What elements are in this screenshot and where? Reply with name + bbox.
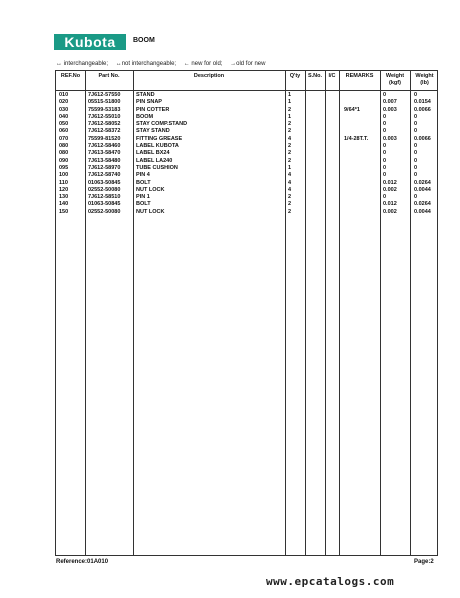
header-weight-lb bbox=[410, 73, 439, 87]
cell-kgf: 0.012 bbox=[383, 179, 397, 186]
header-remarks: REMARKS bbox=[345, 73, 374, 79]
section-title: BOOM bbox=[133, 37, 155, 44]
cell-desc: LABEL KUBOTA bbox=[136, 143, 179, 150]
cell-part: 75599-81520 bbox=[88, 135, 121, 142]
cell-kgf: 0 bbox=[383, 113, 387, 120]
cell-lb: 0 bbox=[414, 172, 418, 179]
interchangeability-legend bbox=[56, 61, 271, 67]
header-serial-no: S.No. bbox=[307, 73, 323, 79]
footer-reference: Reference:01A010 bbox=[56, 559, 109, 565]
cell-qty: 1 bbox=[288, 99, 292, 106]
legend-item: ← new for old; bbox=[183, 61, 223, 67]
cell-kgf: 0 bbox=[383, 194, 387, 201]
cell-desc: NUT LOCK bbox=[136, 186, 165, 193]
cell-qty: 4 bbox=[288, 179, 292, 186]
cell-lb: 0 bbox=[414, 92, 418, 98]
cell-kgf: 0 bbox=[383, 172, 387, 179]
cell-lb: 0 bbox=[414, 128, 418, 135]
cell-qty: 2 bbox=[288, 106, 292, 113]
cell-desc: STAY COMP.STAND bbox=[136, 121, 188, 128]
table-row bbox=[56, 143, 437, 150]
header-part-no: Part No. bbox=[98, 73, 120, 79]
cell-ref: 120 bbox=[59, 186, 69, 193]
cell-lb: 0 bbox=[414, 194, 418, 201]
cell-part: 7J612-58052 bbox=[88, 121, 121, 128]
cell-lb: 0.0264 bbox=[414, 201, 431, 208]
cell-part: 7J613-58470 bbox=[88, 150, 121, 157]
legend-item: ↔ interchangeable; bbox=[56, 61, 109, 67]
cell-part: 01063-50845 bbox=[88, 179, 121, 186]
cell-qty: 4 bbox=[288, 135, 292, 142]
cell-lb: 0.0044 bbox=[414, 186, 431, 193]
cell-qty: 1 bbox=[288, 113, 292, 120]
watermark-url: www.epcatalogs.com bbox=[266, 575, 395, 588]
cell-part: 7J612-58510 bbox=[88, 194, 121, 201]
cell-kgf: 0.003 bbox=[383, 135, 397, 142]
cell-kgf: 0 bbox=[383, 157, 387, 164]
cell-lb: 0 bbox=[414, 143, 418, 150]
cell-part: 02552-50080 bbox=[88, 208, 121, 215]
cell-desc: LABEL BX24 bbox=[136, 150, 170, 157]
cell-qty: 2 bbox=[288, 194, 292, 201]
cell-desc: PIN 1 bbox=[136, 194, 150, 201]
cell-part: 7J612-58460 bbox=[88, 143, 121, 150]
table-row bbox=[56, 136, 437, 143]
cell-kgf: 0.003 bbox=[383, 106, 397, 113]
cell-kgf: 0.002 bbox=[383, 186, 397, 193]
header-ic: I/C bbox=[328, 73, 336, 79]
header-description: Description bbox=[193, 73, 225, 79]
header-divider bbox=[56, 90, 437, 91]
cell-desc: TUBE CUSHION bbox=[136, 164, 178, 171]
cell-ref: 130 bbox=[59, 194, 69, 201]
header-weight-lb-unit: (lb) bbox=[420, 80, 429, 86]
cell-part: 7J612-58970 bbox=[88, 164, 121, 171]
table-row bbox=[56, 107, 437, 114]
cell-lb: 0.0154 bbox=[414, 99, 431, 106]
cell-part: 05515-51800 bbox=[88, 99, 121, 106]
cell-kgf: 0 bbox=[383, 150, 387, 157]
cell-ref: 100 bbox=[59, 172, 69, 179]
cell-qty: 2 bbox=[288, 121, 292, 128]
cell-kgf: 0 bbox=[383, 164, 387, 171]
cell-desc: STAY STAND bbox=[136, 128, 170, 135]
cell-ref: 050 bbox=[59, 121, 69, 128]
cell-part: 7J613-58480 bbox=[88, 157, 121, 164]
cell-qty: 2 bbox=[288, 157, 292, 164]
cell-desc: STAND bbox=[136, 92, 155, 98]
table-row bbox=[56, 92, 437, 99]
legend-item: ↔not interchangeable; bbox=[115, 61, 177, 67]
header-qty: Q'ty bbox=[289, 73, 301, 79]
cell-qty: 2 bbox=[288, 208, 292, 215]
header-weight-lb-label: Weight bbox=[415, 73, 434, 79]
table-row bbox=[56, 194, 437, 201]
cell-kgf: 0 bbox=[383, 121, 387, 128]
cell-desc: PIN COTTER bbox=[136, 106, 170, 113]
cell-desc: FITTING GREASE bbox=[136, 135, 183, 142]
cell-part: 7J612-58740 bbox=[88, 172, 121, 179]
cell-ref: 060 bbox=[59, 128, 69, 135]
legend-item: →old for new bbox=[230, 61, 266, 67]
cell-ref: 070 bbox=[59, 135, 69, 142]
cell-qty: 2 bbox=[288, 128, 292, 135]
header-weight-kgf-label: Weight bbox=[385, 73, 405, 79]
cell-desc: PIN SNAP bbox=[136, 99, 162, 106]
table-row bbox=[56, 201, 437, 208]
cell-remarks: 1/4-28T.T. bbox=[344, 135, 369, 142]
table-row bbox=[56, 128, 437, 135]
cell-part: 7J612-55010 bbox=[88, 113, 121, 120]
cell-ref: 080 bbox=[59, 143, 69, 150]
cell-kgf: 0.007 bbox=[383, 99, 397, 106]
table-row bbox=[56, 121, 437, 128]
table-row bbox=[56, 114, 437, 121]
cell-desc: BOLT bbox=[136, 179, 151, 186]
cell-ref: 010 bbox=[59, 92, 69, 98]
cell-ref: 040 bbox=[59, 113, 69, 120]
cell-part: 02552-50080 bbox=[88, 186, 121, 193]
cell-ref: 150 bbox=[59, 208, 69, 215]
table-row bbox=[56, 187, 437, 194]
cell-ref: 095 bbox=[59, 164, 69, 171]
cell-part: 7J612-58372 bbox=[88, 128, 121, 135]
cell-qty: 4 bbox=[288, 172, 292, 179]
header-ref: REF.No bbox=[60, 73, 81, 79]
cell-qty: 2 bbox=[288, 143, 292, 150]
cell-lb: 0 bbox=[414, 113, 418, 120]
cell-ref: 030 bbox=[59, 106, 69, 113]
table-row bbox=[56, 99, 437, 106]
cell-lb: 0 bbox=[414, 157, 418, 164]
cell-ref: 080 bbox=[59, 150, 69, 157]
cell-desc: LABEL LA240 bbox=[136, 157, 173, 164]
cell-kgf: 0.012 bbox=[383, 201, 397, 208]
table-row bbox=[56, 165, 437, 172]
cell-lb: 0.0264 bbox=[414, 179, 431, 186]
cell-ref: 020 bbox=[59, 99, 69, 106]
header-weight-kgf bbox=[380, 73, 410, 87]
cell-lb: 0.0066 bbox=[414, 135, 431, 142]
cell-qty: 2 bbox=[288, 150, 292, 157]
table-row bbox=[56, 209, 437, 216]
cell-qty: 4 bbox=[288, 186, 292, 193]
cell-kgf: 0.002 bbox=[383, 208, 397, 215]
cell-ref: 140 bbox=[59, 201, 69, 208]
cell-part: 75599-53183 bbox=[88, 106, 121, 113]
cell-desc: BOLT bbox=[136, 201, 151, 208]
parts-table bbox=[55, 70, 438, 556]
cell-lb: 0.0044 bbox=[414, 208, 431, 215]
table-body bbox=[56, 92, 437, 216]
cell-kgf: 0 bbox=[383, 92, 387, 98]
cell-qty: 1 bbox=[288, 164, 292, 171]
cell-kgf: 0 bbox=[383, 128, 387, 135]
cell-ref: 090 bbox=[59, 157, 69, 164]
cell-part: 01063-50845 bbox=[88, 201, 121, 208]
cell-desc: BOOM bbox=[136, 113, 154, 120]
cell-lb: 0 bbox=[414, 150, 418, 157]
cell-lb: 0 bbox=[414, 164, 418, 171]
cell-qty: 1 bbox=[288, 92, 292, 98]
cell-desc: PIN 4 bbox=[136, 172, 150, 179]
table-row bbox=[56, 180, 437, 187]
cell-desc: NUT LOCK bbox=[136, 208, 165, 215]
cell-kgf: 0 bbox=[383, 143, 387, 150]
cell-remarks: 9/64*1 bbox=[344, 106, 360, 113]
table-row bbox=[56, 150, 437, 157]
cell-lb: 0 bbox=[414, 121, 418, 128]
footer-page-number: Page:2 bbox=[414, 559, 434, 565]
cell-ref: 110 bbox=[59, 179, 68, 186]
cell-qty: 2 bbox=[288, 201, 292, 208]
table-row bbox=[56, 158, 437, 165]
header-weight-kgf-unit: (kgf) bbox=[389, 80, 401, 86]
cell-lb: 0.0066 bbox=[414, 106, 431, 113]
cell-part: 7J612-57550 bbox=[88, 92, 121, 98]
kubota-logo: Kubota bbox=[54, 34, 126, 50]
table-row bbox=[56, 172, 437, 179]
